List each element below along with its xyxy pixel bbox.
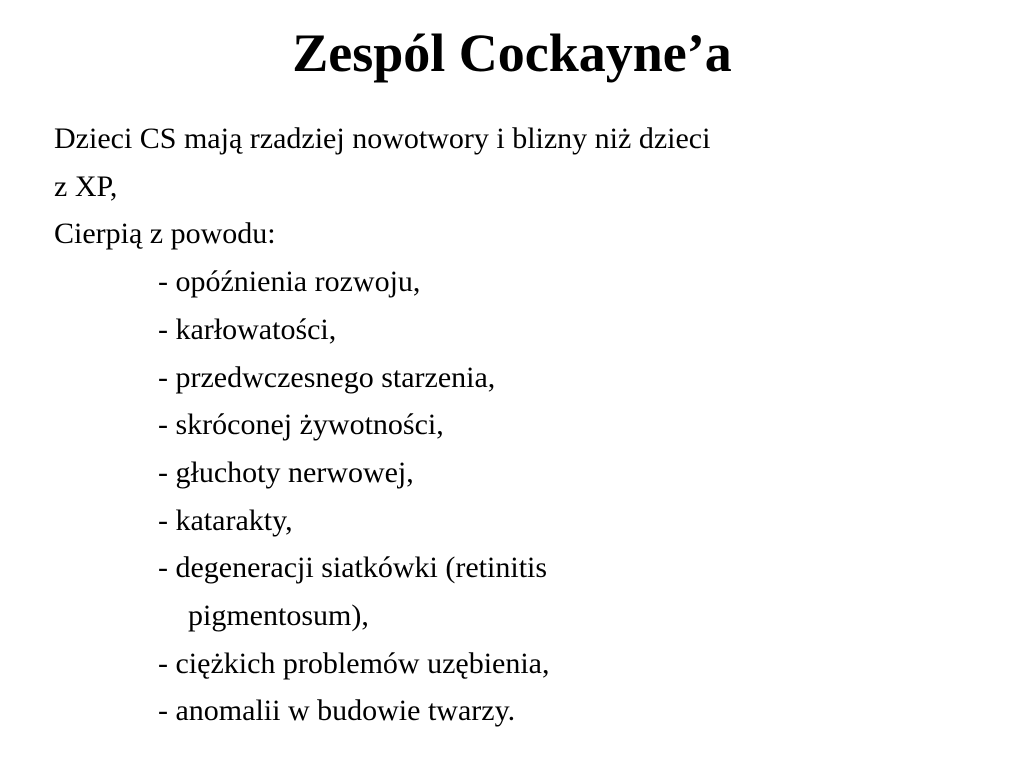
- list-item: [54, 640, 974, 688]
- list-item-text: - katarakty,: [158, 503, 293, 537]
- intro-line-3: Cierpią z powodu:: [54, 217, 276, 251]
- list-item-text: - degeneracji siatkówki (retinitis: [158, 551, 548, 585]
- intro-line-2: z XP,: [54, 169, 118, 203]
- list-item-continuation: pigmentosum),: [188, 599, 369, 633]
- slide-body: [54, 115, 974, 735]
- list-item: [54, 497, 974, 545]
- symptom-list: [54, 258, 974, 735]
- list-item-text: - ciężkich problemów uzębienia,: [158, 646, 550, 680]
- list-item: [54, 687, 974, 735]
- list-item-text: - głuchoty nerwowej,: [158, 455, 414, 489]
- list-item: [54, 544, 974, 639]
- list-item: [54, 354, 974, 402]
- slide-title: Zespól Cockayne’a: [292, 23, 732, 83]
- list-item-text: - karłowatości,: [158, 312, 337, 346]
- list-item-text: - skróconej żywotności,: [158, 408, 444, 442]
- list-item: [54, 449, 974, 497]
- list-item: [54, 306, 974, 354]
- list-item: [54, 401, 974, 449]
- list-item-text: - przedwczesnego starzenia,: [158, 360, 496, 394]
- list-item: [54, 258, 974, 306]
- list-item-text: - opóźnienia rozwoju,: [158, 265, 421, 299]
- intro-line-1: Dzieci CS mają rzadziej nowotwory i blizny niż dzieci: [54, 122, 711, 155]
- list-item-text: - anomalii w budowie twarzy.: [158, 694, 516, 728]
